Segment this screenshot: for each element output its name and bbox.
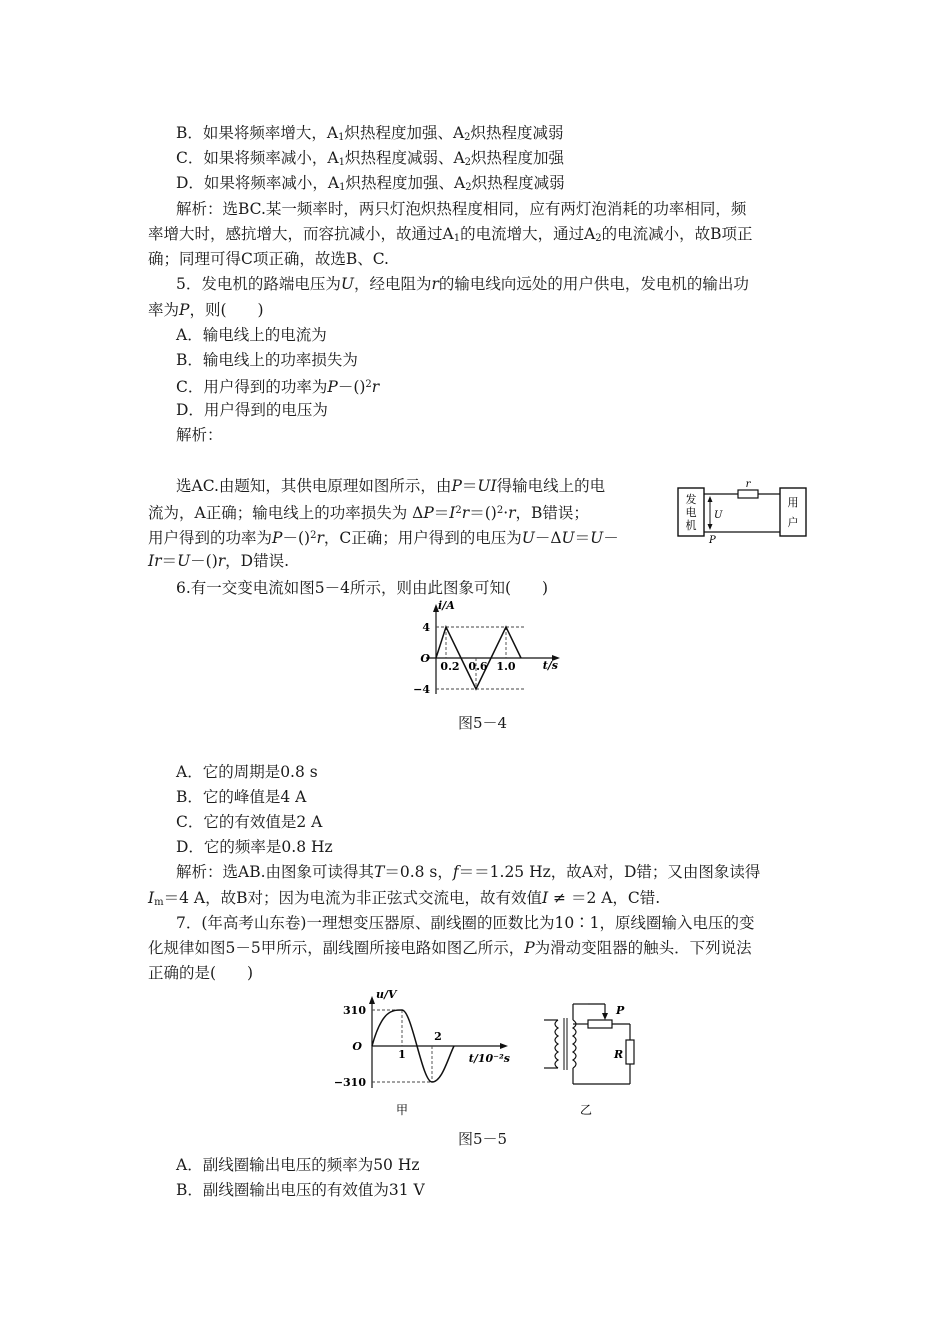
q6-stem: 6.有一交变电流如图5－4所示，则由此图象可知( ) <box>176 579 549 597</box>
q5-option-a: A．输电线上的电流为 <box>176 326 327 344</box>
q5-solution-line2: 流为，A正确；输电线上的功率损失为 $\Delta P=I^2r=()^2\cdot r$，B错误； <box>148 504 589 522</box>
q6-option-a: A．它的周期是0.8 s <box>176 763 318 781</box>
y-tick-neg: −310 <box>334 1076 366 1089</box>
x-tick-2: 2 <box>434 1030 442 1043</box>
resistor-label: R <box>614 1048 624 1061</box>
q6-option-d: D．它的频率是0.8 Hz <box>176 838 333 856</box>
q4-option-b: B．如果将频率增大，$A_1$炽热程度加强、$A_2$炽热程度减弱 <box>176 124 564 143</box>
y-tick-pos: 310 <box>343 1004 366 1017</box>
q6-option-c: C．它的有效值是2 A <box>176 813 323 831</box>
q5-solution-head: 解析： <box>176 426 223 444</box>
x-axis-label: t/10⁻²s <box>468 1052 510 1065</box>
current-graph-5-4 <box>408 600 568 700</box>
y-tick-neg: −4 <box>413 683 430 696</box>
sliding-rheostat <box>588 1020 612 1028</box>
q6-solution-line2: $I_m=4$ A，故B对；因为电流为非正弦式交流电，故有效值I ≠ ＝2 A，C错. <box>148 889 661 908</box>
figure-5-5-caption: 图5－5 <box>458 1130 508 1148</box>
q5-solution-line3: 用户得到的功率为P－()$^2$r，C正确；用户得到的电压为U－ΔU＝U－ <box>148 529 619 547</box>
y-tick-pos: 4 <box>422 621 430 634</box>
figure-5-4-caption: 图5－4 <box>458 714 508 732</box>
power-label: P <box>709 535 716 544</box>
resistor-label: r <box>745 479 751 490</box>
q7-option-a: A．副线圈输出电压的频率为50 Hz <box>176 1156 420 1174</box>
x-tick-1.0: 1.0 <box>496 660 516 673</box>
line-resistor <box>738 490 758 498</box>
generator-char-1: 发 <box>685 493 697 506</box>
q4-option-c: C．如果将频率减小，$A_1$炽热程度减弱、$A_2$炽热程度加强 <box>176 149 565 168</box>
q4-option-d: D．如果将频率减小，$A_1$炽热程度加强、$A_2$炽热程度减弱 <box>176 174 565 193</box>
q7-stem-line2: 化规律如图5－5甲所示，副线圈所接电路如图乙所示，P为滑动变阻器的触头．下列说法 <box>148 939 752 957</box>
q5-solution-line1: 选AC.由题知，其供电原理如图所示，由P＝UI得输电线上的电 <box>176 477 606 495</box>
power-supply-circuit-diagram <box>676 478 808 544</box>
figure-a-label: 甲 <box>395 1103 409 1117</box>
q6-solution-line1: 解析：选AB.由图象可读得其T＝0.8 s，f＝＝1.25 Hz，故A对，D错；又由图象读得 <box>176 863 761 881</box>
q4-solution-line3: 确；同理可得C项正确，故选B、C. <box>148 250 389 268</box>
q5-stem-line2: 率为P，则( ) <box>148 301 264 319</box>
x-tick-0.6: 0.6 <box>468 660 488 673</box>
origin-label: O <box>420 652 430 665</box>
y-axis-label: i/A <box>438 600 455 612</box>
q6-option-b: B．它的峰值是4 A <box>176 788 307 806</box>
q7-stem-line3: 正确的是( ) <box>148 964 254 982</box>
voltage-label: U <box>714 510 723 521</box>
x-tick-1: 1 <box>398 1048 406 1061</box>
q7-stem-line1: 7．(年高考山东卷)一理想变压器原、副线圈的匝数比为10∶1，原线圈输入电压的变 <box>176 914 755 932</box>
generator-char-3: 机 <box>685 519 697 532</box>
slider-label: P <box>616 1004 625 1017</box>
q7-option-b: B．副线圈输出电压的有效值为31 V <box>176 1181 425 1199</box>
user-char-1: 用 <box>787 496 799 509</box>
slider-arrow <box>602 1013 608 1020</box>
q5-option-b: B．输电线上的功率损失为 <box>176 351 358 369</box>
q5-solution-line4: Ir＝U－()r，D错误. <box>148 552 290 570</box>
transformer-circuit-5-5b <box>540 1000 650 1118</box>
q4-solution-line2: 率增大时，感抗增大，而容抗减小，故通过$A_1$的电流增大，通过$A_2$的电流减小，故B项正 <box>148 225 753 244</box>
voltage-graph-5-5a <box>334 988 524 1118</box>
user-char-2: 户 <box>787 516 799 529</box>
x-tick-0.2: 0.2 <box>440 660 460 673</box>
q5-option-d: D．用户得到的电压为 <box>176 401 328 419</box>
q5-stem-line1: 5．发电机的路端电压为U，经电阻为r的输电线向远处的用户供电，发电机的输出功 <box>176 275 749 293</box>
load-resistor <box>626 1040 634 1064</box>
figure-b-label: 乙 <box>579 1103 593 1117</box>
y-axis-label: u/V <box>376 988 397 1001</box>
origin-label: O <box>352 1040 362 1053</box>
x-axis-label: t/s <box>542 659 558 672</box>
generator-char-2: 电 <box>685 506 697 519</box>
q5-option-c: C．用户得到的功率为P－()$^2$r <box>176 378 380 396</box>
q4-solution-line1: 解析：选BC.某一频率时，两只灯泡炽热程度相同，应有两灯泡消耗的功率相同，频 <box>176 200 747 218</box>
